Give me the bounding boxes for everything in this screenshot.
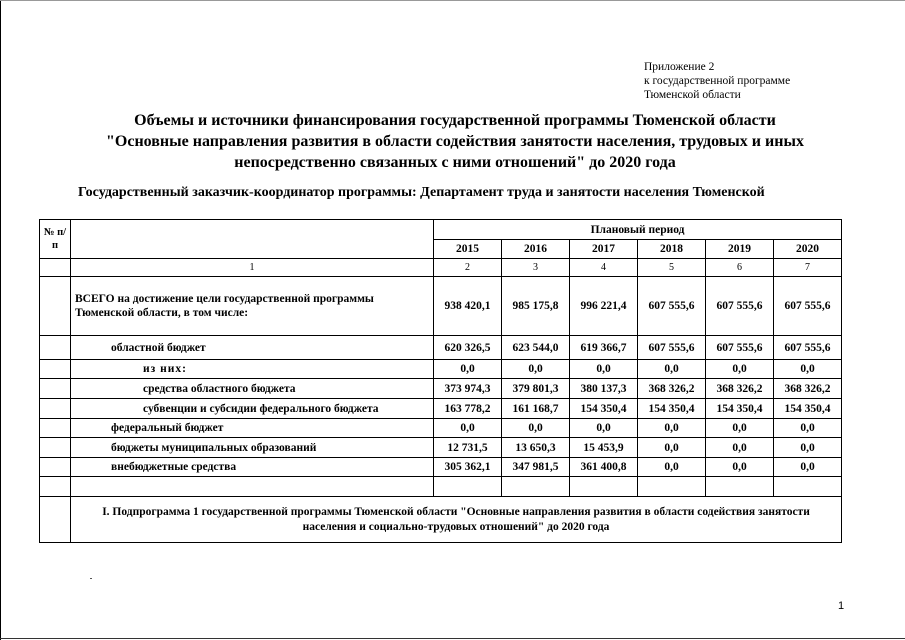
column-number: 3 bbox=[502, 259, 570, 277]
cell-value: 0,0 bbox=[502, 419, 570, 438]
cell-value: 607 555,6 bbox=[638, 277, 706, 336]
table-row-extrabudgetary bbox=[40, 458, 842, 477]
financing-table bbox=[39, 219, 842, 543]
table-row-of-which bbox=[40, 360, 842, 379]
empty-cell bbox=[570, 477, 638, 497]
table-row-regional-funds bbox=[40, 379, 842, 399]
document-title bbox=[40, 110, 870, 173]
cell-value: 15 453,9 bbox=[570, 438, 638, 458]
cell-value: 0,0 bbox=[638, 458, 706, 477]
cell-value: 347 981,5 bbox=[502, 458, 570, 477]
cell-value: 379 801,3 bbox=[502, 379, 570, 399]
year-header: 2019 bbox=[706, 240, 774, 259]
cell-value: 368 326,2 bbox=[774, 379, 842, 399]
row-number bbox=[40, 497, 71, 543]
column-number: 6 bbox=[706, 259, 774, 277]
cell-value: 607 555,6 bbox=[706, 336, 774, 360]
cell-value: 368 326,2 bbox=[638, 379, 706, 399]
row-label: из них: bbox=[71, 360, 434, 379]
cell-value: 161 168,7 bbox=[502, 399, 570, 419]
cell-value: 619 366,7 bbox=[570, 336, 638, 360]
empty-cell bbox=[638, 477, 706, 497]
cell-value: 0,0 bbox=[570, 419, 638, 438]
program-customer: Государственный заказчик-координатор программы: Департамент труда и занятости населения Тюменской bbox=[78, 185, 765, 200]
scan-speck bbox=[90, 578, 92, 579]
cell-value: 154 350,4 bbox=[570, 399, 638, 419]
row-label: средства областного бюджета bbox=[71, 379, 434, 399]
row-label: областной бюджет bbox=[71, 336, 434, 360]
cell-value: 0,0 bbox=[706, 438, 774, 458]
cell-value: 607 555,6 bbox=[774, 336, 842, 360]
cell-value: 620 326,5 bbox=[434, 336, 502, 360]
cell-value: 0,0 bbox=[774, 419, 842, 438]
cell-value: 0,0 bbox=[774, 458, 842, 477]
row-number bbox=[40, 336, 71, 360]
cell-value: 0,0 bbox=[774, 438, 842, 458]
cell-value: 154 350,4 bbox=[774, 399, 842, 419]
appendix-note bbox=[644, 60, 790, 102]
cell-value: 12 731,5 bbox=[434, 438, 502, 458]
row-label: ВСЕГО на достижение цели государственной программы Тюменской области, в том числе: bbox=[71, 277, 434, 336]
cell-value: 607 555,6 bbox=[706, 277, 774, 336]
column-number: 7 bbox=[774, 259, 842, 277]
empty-cell bbox=[434, 477, 502, 497]
cell-value: 0,0 bbox=[434, 360, 502, 379]
empty-cell bbox=[706, 477, 774, 497]
cell-value: 163 778,2 bbox=[434, 399, 502, 419]
table-row-total bbox=[40, 277, 842, 336]
cell-value: 305 362,1 bbox=[434, 458, 502, 477]
cell-value: 361 400,8 bbox=[570, 458, 638, 477]
year-header: 2016 bbox=[502, 240, 570, 259]
cell-value: 154 350,4 bbox=[638, 399, 706, 419]
cell-value: 373 974,3 bbox=[434, 379, 502, 399]
table-row-municipal-budgets bbox=[40, 438, 842, 458]
column-number: 2 bbox=[434, 259, 502, 277]
cell-value: 607 555,6 bbox=[638, 336, 706, 360]
cell-value: 607 555,6 bbox=[774, 277, 842, 336]
empty-cell bbox=[40, 477, 71, 497]
label-header bbox=[71, 220, 434, 259]
cell-value: 0,0 bbox=[638, 360, 706, 379]
cell-value: 0,0 bbox=[706, 458, 774, 477]
row-number bbox=[40, 438, 71, 458]
cell-value: 368 326,2 bbox=[706, 379, 774, 399]
appendix-line-2: к государственной программе bbox=[644, 75, 791, 87]
cell-value: 0,0 bbox=[570, 360, 638, 379]
column-number-row bbox=[40, 259, 842, 277]
row-number bbox=[40, 379, 71, 399]
row-number bbox=[40, 399, 71, 419]
cell-value: 0,0 bbox=[706, 419, 774, 438]
column-number: 4 bbox=[570, 259, 638, 277]
cell-value: 623 544,0 bbox=[502, 336, 570, 360]
year-header: 2017 bbox=[570, 240, 638, 259]
scan-edge-bottom bbox=[0, 638, 905, 639]
table-row-regional-budget bbox=[40, 336, 842, 360]
title-line-1: Объемы и источники финансирования государственной программы Тюменской области bbox=[134, 112, 776, 129]
row-label: федеральный бюджет bbox=[71, 419, 434, 438]
cell-value: 996 221,4 bbox=[570, 277, 638, 336]
table-row-federal-budget bbox=[40, 419, 842, 438]
column-number: 1 bbox=[71, 259, 434, 277]
planned-period-header: Плановый период bbox=[434, 220, 842, 240]
empty-cell bbox=[71, 477, 434, 497]
column-number-blank bbox=[40, 259, 71, 277]
row-number bbox=[40, 458, 71, 477]
empty-cell bbox=[502, 477, 570, 497]
row-number bbox=[40, 419, 71, 438]
header-row-1 bbox=[40, 220, 842, 240]
cell-value: 0,0 bbox=[774, 360, 842, 379]
cell-value: 0,0 bbox=[638, 419, 706, 438]
appendix-line-3: Тюменской области bbox=[644, 89, 741, 101]
page-number: 1 bbox=[838, 600, 845, 612]
row-label: бюджеты муниципальных образований bbox=[71, 438, 434, 458]
cell-value: 0,0 bbox=[706, 360, 774, 379]
num-header: № п/п bbox=[40, 220, 71, 259]
scan-edge-left bbox=[0, 0, 1, 640]
empty-cell bbox=[774, 477, 842, 497]
year-header: 2015 bbox=[434, 240, 502, 259]
subprogram-title: I. Подпрограмма 1 государственной программы Тюменской области "Основные направления развития в области содействия занятости населения и социально-трудовых отношений" до 2020 года bbox=[71, 497, 842, 543]
table-row-federal-subsidies bbox=[40, 399, 842, 419]
cell-value: 0,0 bbox=[434, 419, 502, 438]
year-header: 2020 bbox=[774, 240, 842, 259]
cell-value: 154 350,4 bbox=[706, 399, 774, 419]
cell-value: 0,0 bbox=[638, 438, 706, 458]
column-number: 5 bbox=[638, 259, 706, 277]
cell-value: 13 650,3 bbox=[502, 438, 570, 458]
title-line-3: непосредственно связанных с ними отношений" до 2020 года bbox=[234, 154, 676, 171]
title-line-2: "Основные направления развития в области содействия занятости населения, трудовых и иных bbox=[106, 133, 804, 150]
appendix-line-1: Приложение 2 bbox=[644, 61, 715, 73]
year-header: 2018 bbox=[638, 240, 706, 259]
subprogram-row bbox=[40, 497, 842, 543]
cell-value: 938 420,1 bbox=[434, 277, 502, 336]
scan-edge-top bbox=[0, 0, 905, 1]
row-number bbox=[40, 277, 71, 336]
row-number bbox=[40, 360, 71, 379]
row-label: внебюджетные средства bbox=[71, 458, 434, 477]
table-row-empty bbox=[40, 477, 842, 497]
cell-value: 380 137,3 bbox=[570, 379, 638, 399]
cell-value: 0,0 bbox=[502, 360, 570, 379]
cell-value: 985 175,8 bbox=[502, 277, 570, 336]
row-label: субвенции и субсидии федерального бюджета bbox=[71, 399, 434, 419]
